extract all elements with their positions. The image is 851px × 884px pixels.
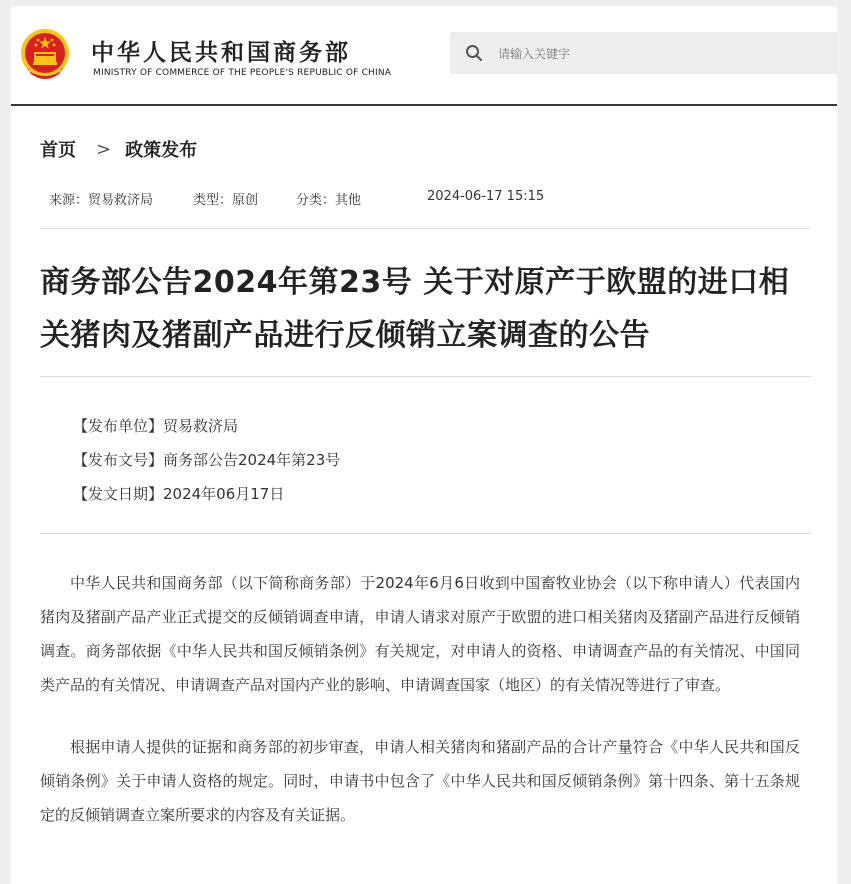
info-doc-number: 【发布文号】商务部公告2024年第23号 <box>73 451 341 469</box>
info-issue-date: 【发文日期】2024年06月17日 <box>73 485 285 503</box>
page <box>11 6 837 884</box>
breadcrumb-home-link[interactable]: 首页 <box>40 140 76 161</box>
breadcrumb <box>40 136 197 162</box>
search-box[interactable] <box>450 32 837 74</box>
body-paragraph: 中华人民共和国商务部（以下简称商务部）于2024年6月6日收到中国畜牧业协会（以下称申请人）代表国内猪肉及猪副产品产业正式提交的反倾销调查申请，申请人请求对原产于欧盟的进口相关猪肉及猪副产品进行反倾销调查。商务部依据《中华人民共和国反倾销条例》有关规定，对申请人的资格、申请调查产品的有关情况、中国同类产品的有关情况、申请调查产品对国内产业的影响、申请调查国家（地区）的有关情况等进行了审查。 <box>40 574 800 694</box>
search-icon[interactable] <box>464 43 484 63</box>
site-header <box>11 6 837 106</box>
meta-source: 来源：贸易救济局 <box>49 193 154 208</box>
national-emblem-icon[interactable] <box>19 26 71 82</box>
site-title-en: MINISTRY OF COMMERCE OF THE PEOPLE'S REPUBLIC OF CHINA <box>93 68 392 78</box>
meta-type: 类型：原创 <box>193 193 259 208</box>
meta-category: 分类：其他 <box>296 193 362 208</box>
article-title: 商务部公告2024年第23号 关于对原产于欧盟的进口相关猪肉及猪副产品进行反倾销立案调查的公告 <box>40 265 790 353</box>
breadcrumb-current-link[interactable]: 政策发布 <box>125 140 198 161</box>
article-info <box>73 409 340 511</box>
divider <box>40 228 811 229</box>
divider <box>40 376 811 377</box>
search-input[interactable] <box>496 40 820 68</box>
site-title-cn[interactable]: 中华人民共和国商务部 <box>91 40 351 66</box>
breadcrumb-separator-icon: > <box>96 138 112 160</box>
divider <box>40 533 811 534</box>
meta-datetime: 2024-06-17 15:15 <box>427 189 545 204</box>
article-body <box>40 566 800 860</box>
body-paragraph: 根据申请人提供的证据和商务部的初步审查，申请人相关猪肉和猪副产品的合计产量符合《中华人民共和国反倾销条例》关于申请人资格的规定。同时，申请书中包含了《中华人民共和国反倾销条例》第十四条、第十五条规定的反倾销调查立案所要求的内容及有关证据。 <box>40 738 800 824</box>
info-publisher: 【发布单位】贸易救济局 <box>73 417 239 435</box>
